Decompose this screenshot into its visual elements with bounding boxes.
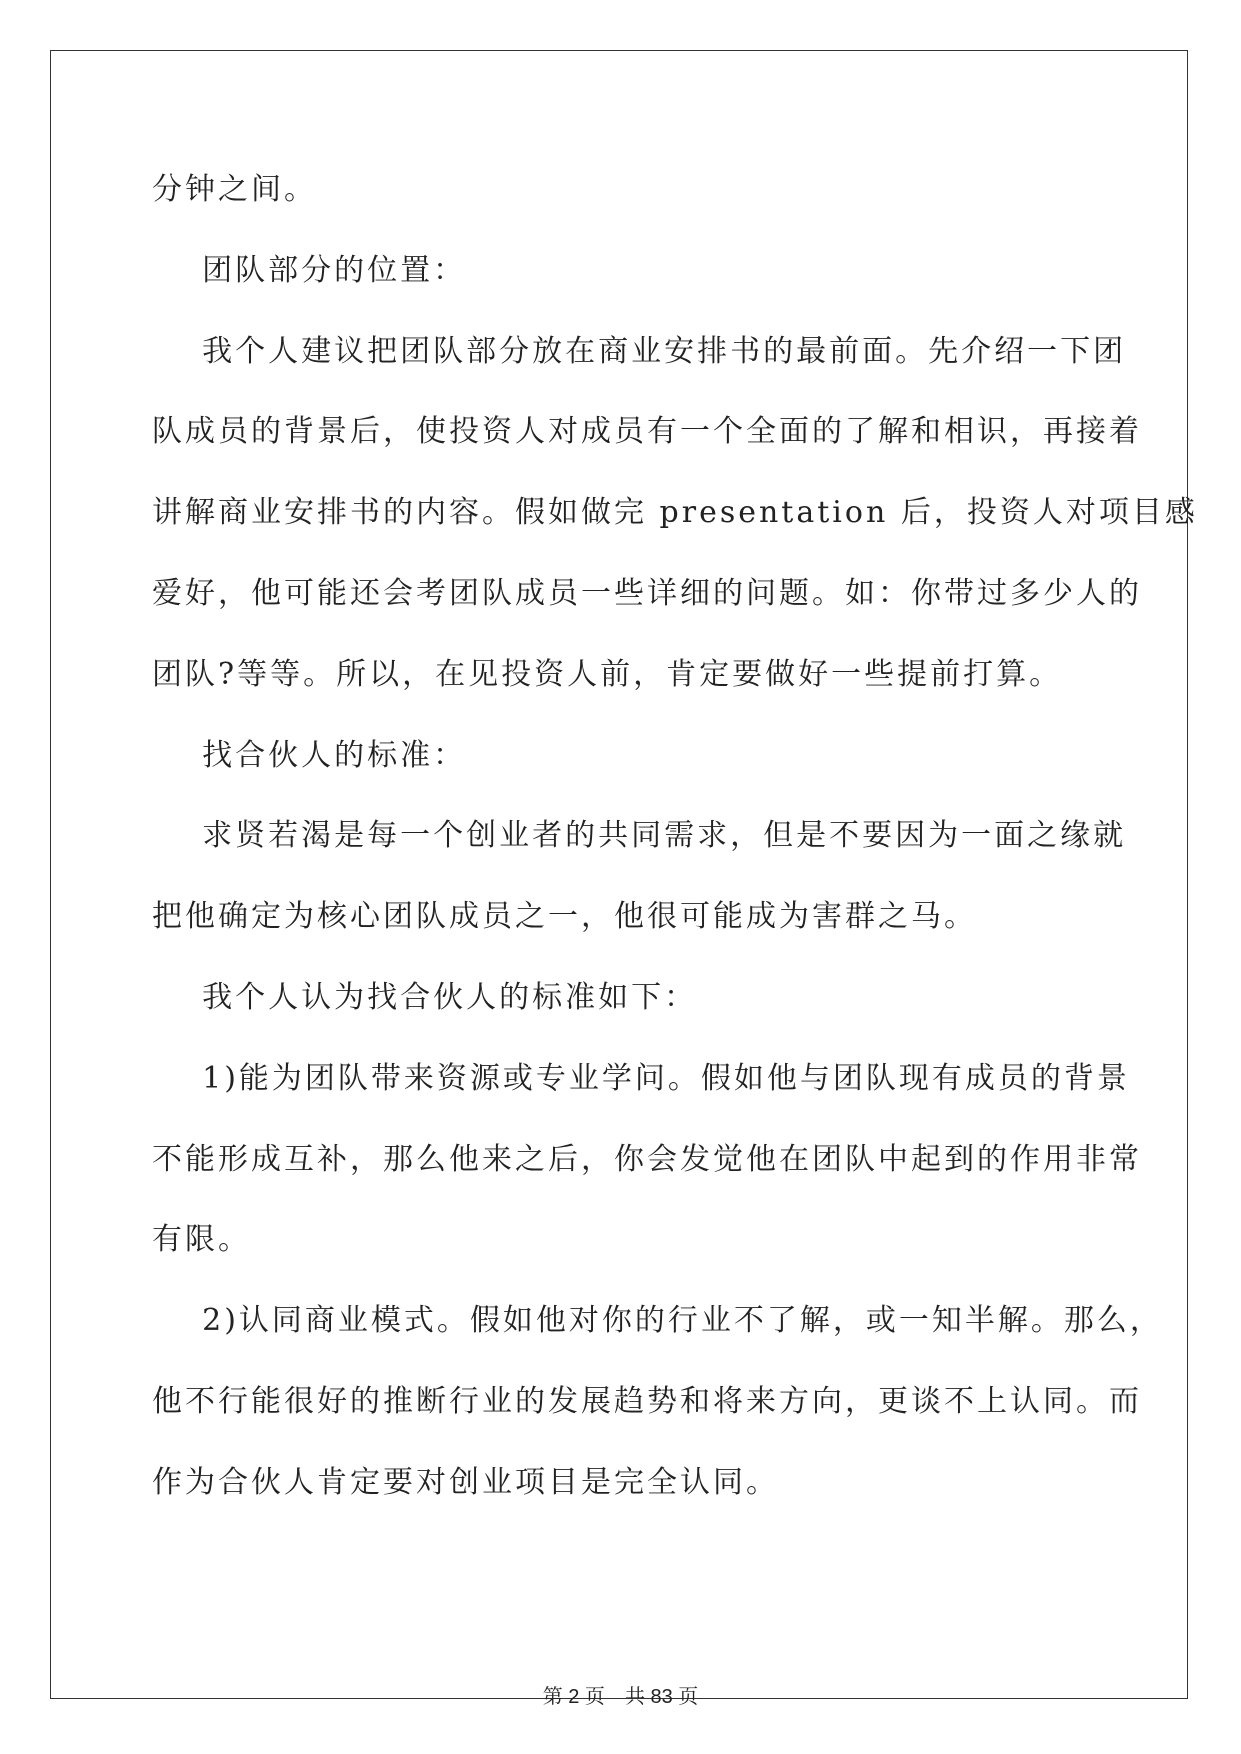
text-line: 队成员的背景后，使投资人对成员有一个全面的了解和相识，再接着: [152, 414, 1142, 450]
text-line: 他不行能很好的推断行业的发展趋势和将来方向，更谈不上认同。而: [152, 1383, 1142, 1419]
text-line: 我个人建议把团队部分放在商业安排书的最前面。先介绍一下团: [152, 333, 1127, 369]
section-heading: 找合伙人的标准：: [152, 737, 467, 773]
page-total: 共 83 页: [624, 1686, 699, 1708]
text-line: 有限。: [152, 1222, 251, 1258]
text-line: 爱好，他可能还会考团队成员一些详细的问题。如：你带过多少人的: [152, 575, 1142, 611]
page-footer: [0, 1680, 1241, 1709]
text-line: 作为合伙人肯定要对创业项目是完全认同。: [152, 1464, 779, 1500]
section-heading: 团队部分的位置：: [152, 252, 467, 288]
section-heading: 我个人认为找合伙人的标准如下：: [152, 979, 698, 1015]
page-number: 第 2 页: [542, 1686, 605, 1708]
text-line: 讲解商业安排书的内容。假如做完 presentation 后，投资人对项目感: [152, 495, 1198, 531]
text-line: 求贤若渴是每一个创业者的共同需求，但是不要因为一面之缘就: [152, 818, 1127, 854]
text-line: 1)能为团队带来资源或专业学问。假如他与团队现有成员的背景: [152, 1060, 1130, 1096]
text-line: 分钟之间。: [152, 172, 317, 207]
text-line: 不能形成互补，那么他来之后，你会发觉他在团队中起到的作用非常: [152, 1141, 1142, 1177]
text-line: 团队?等等。所以，在见投资人前，肯定要做好一些提前打算。: [152, 656, 1063, 692]
document-body: [152, 150, 1198, 1524]
text-line: 把他确定为核心团队成员之一，他很可能成为害群之马。: [152, 899, 977, 935]
text-line: 2)认同商业模式。假如他对你的行业不了解，或一知半解。那么，: [152, 1303, 1163, 1339]
